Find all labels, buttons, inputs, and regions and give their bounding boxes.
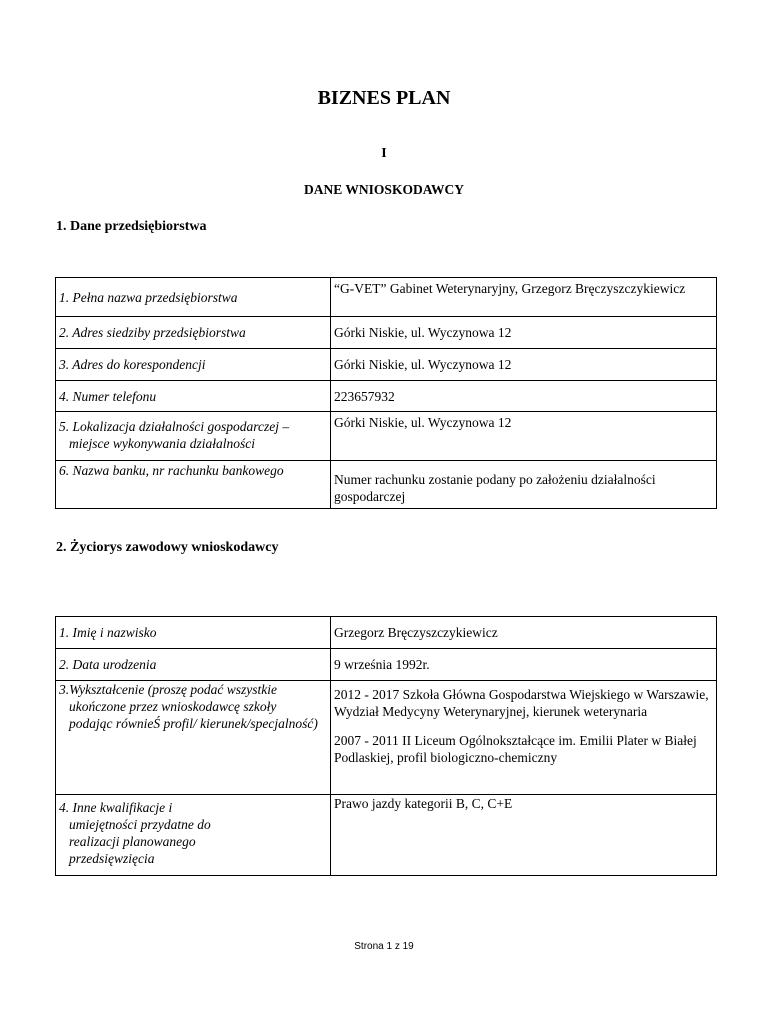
row-label-line: miejsce wykonywania działalności: [69, 436, 255, 451]
row-label: 2. Data urodzenia: [56, 649, 331, 681]
table-row: [56, 795, 717, 876]
row-value: Górki Niskie, ul. Wyczynowa 12: [331, 349, 717, 381]
page-number: Strona 1 z 19: [354, 941, 414, 952]
row-label: [56, 795, 331, 876]
table-row: [56, 381, 717, 412]
row-label: 2. Adres siedziby przedsiębiorstwa: [56, 317, 331, 349]
row-label: 3. Adres do korespondencji: [56, 349, 331, 381]
section-heading-company-data: 1. Dane przedsiębiorstwa: [56, 219, 207, 234]
row-value: Prawo jazdy kategorii B, C, C+E: [331, 795, 717, 876]
section-heading-career: 2. Życiorys zawodowy wnioskodawcy: [56, 540, 279, 555]
row-value: Numer rachunku zostanie podany po założeniu działalności gospodarczej: [331, 461, 717, 509]
education-entry: 2012 - 2017 Szkoła Główna Gospodarstwa Wiejskiego w Warszawie, Wydział Medycyny Weterynaryjnej, kierunek weterynaria: [334, 687, 709, 719]
table-row: [56, 317, 717, 349]
row-label-line: 5. Lokalizacja działalności gospodarczej –: [59, 419, 290, 434]
row-label-line: 3.Wykształcenie (proszę podać wszystkie: [59, 682, 277, 697]
row-label: [56, 412, 331, 461]
row-value: “G-VET” Gabinet Weterynaryjny, Grzegorz Bręczyszczykiewicz: [331, 278, 717, 317]
row-label: 1. Pełna nazwa przedsiębiorstwa: [56, 278, 331, 317]
table-row: [56, 649, 717, 681]
row-label: 6. Nazwa banku, nr rachunku bankowego: [56, 461, 331, 509]
table-row: [56, 278, 717, 317]
education-entry: 2007 - 2011 II Liceum Ogólnokształcące im. Emilii Plater w Białej Podlaskiej, profil biologiczno-chemiczny: [334, 733, 697, 765]
career-table: [55, 616, 717, 876]
part-title: DANE WNIOSKODAWCY: [304, 182, 464, 197]
row-value: 9 września 1992r.: [331, 649, 717, 681]
row-label: [56, 681, 331, 795]
row-value: 223657932: [331, 381, 717, 412]
row-value: [331, 681, 717, 795]
row-label-line: 4. Inne kwalifikacje i: [59, 800, 173, 815]
row-value: Grzegorz Bręczyszczykiewicz: [331, 617, 717, 649]
row-label: 4. Numer telefonu: [56, 381, 331, 412]
table-row: [56, 681, 717, 795]
table-row: [56, 461, 717, 509]
row-value: Górki Niskie, ul. Wyczynowa 12: [331, 317, 717, 349]
row-value: Górki Niskie, ul. Wyczynowa 12: [331, 412, 717, 461]
document-title: BIZNES PLAN: [317, 87, 451, 109]
row-label-line: umiejętności przydatne do realizacji planowanego przedsięwzięcia: [69, 817, 211, 866]
table-row: [56, 412, 717, 461]
table-row: [56, 349, 717, 381]
row-label-line: ukończone przez wnioskodawcę szkoły podając równieŚ profil/ kierunek/specjalność): [69, 699, 318, 731]
part-number: I: [381, 146, 387, 161]
row-label: 1. Imię i nazwisko: [56, 617, 331, 649]
company-data-table: [55, 277, 717, 509]
table-row: [56, 617, 717, 649]
